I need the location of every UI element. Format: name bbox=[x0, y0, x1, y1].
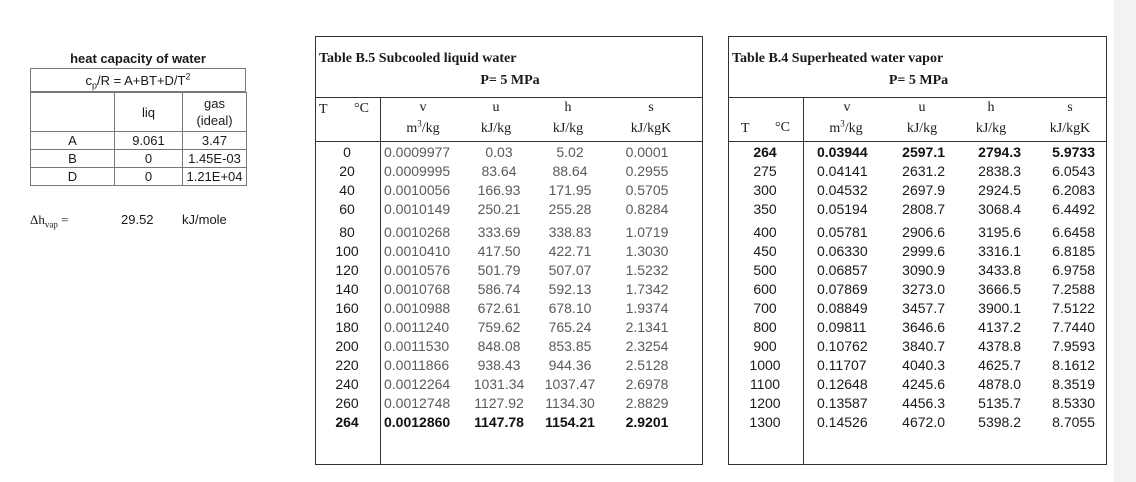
cell-h: 4878.0 bbox=[978, 376, 1021, 392]
cell-v: 0.0010149 bbox=[384, 201, 451, 217]
cell-s: 6.2083 bbox=[1052, 182, 1095, 198]
table-b4-body-divider bbox=[729, 141, 1106, 142]
cell-s: 2.3254 bbox=[625, 338, 669, 354]
cell-s: 1.9374 bbox=[625, 300, 669, 316]
cell-T: 600 bbox=[753, 281, 777, 297]
table-row bbox=[729, 337, 1106, 356]
cell-u: 672.61 bbox=[477, 300, 521, 316]
cell-h: 4137.2 bbox=[978, 319, 1021, 335]
cell-T: 20 bbox=[339, 163, 355, 179]
table-row bbox=[316, 162, 702, 181]
table-row bbox=[316, 143, 702, 162]
table-b4-head-degC: °C bbox=[775, 120, 790, 135]
heat-capacity-cell-label: A bbox=[31, 132, 115, 150]
header-gas-line2: (ideal) bbox=[196, 113, 233, 128]
table-b5-header-divider bbox=[316, 97, 702, 98]
cell-T: 264 bbox=[335, 414, 359, 430]
table-row bbox=[729, 162, 1106, 181]
cell-h: 3900.1 bbox=[978, 300, 1021, 316]
cell-s: 7.9593 bbox=[1052, 338, 1095, 354]
cell-h: 2838.3 bbox=[978, 163, 1021, 179]
table-b4-unit-h: kJ/kg bbox=[975, 121, 1007, 136]
cell-v: 0.12648 bbox=[817, 376, 868, 392]
cell-h: 3195.6 bbox=[978, 224, 1021, 240]
cell-T: 500 bbox=[753, 262, 777, 278]
table-row bbox=[729, 223, 1106, 242]
table-row bbox=[729, 181, 1106, 200]
cell-T: 240 bbox=[335, 376, 359, 392]
cell-u: 2999.6 bbox=[902, 243, 945, 259]
cell-s: 6.0543 bbox=[1052, 163, 1095, 179]
table-row bbox=[316, 181, 702, 200]
table-b5-head-degC: °C bbox=[354, 101, 369, 116]
cell-u: 3646.6 bbox=[902, 319, 945, 335]
cell-h: 338.83 bbox=[548, 224, 592, 240]
header-gas bbox=[183, 93, 247, 132]
table-b4-head-u: u bbox=[918, 100, 926, 115]
table-b4-unit-v: $m^3/kg$ bbox=[829, 118, 863, 136]
table-b4-head-v: v bbox=[843, 100, 851, 115]
table-row bbox=[729, 242, 1106, 261]
cell-s: 0.5705 bbox=[625, 182, 669, 198]
table-row bbox=[729, 356, 1106, 375]
cell-s: 6.6458 bbox=[1052, 224, 1095, 240]
cell-v: 0.0010056 bbox=[384, 182, 451, 198]
table-row bbox=[729, 394, 1106, 413]
table-row bbox=[316, 242, 702, 261]
cell-u: 501.79 bbox=[477, 262, 521, 278]
table-row bbox=[729, 200, 1106, 219]
cell-T: 450 bbox=[753, 243, 777, 259]
cell-h: 592.13 bbox=[548, 281, 592, 297]
cell-h: 2794.3 bbox=[978, 144, 1021, 160]
table-row bbox=[316, 261, 702, 280]
cell-v: 0.04141 bbox=[817, 163, 868, 179]
cell-u: 4040.3 bbox=[902, 357, 945, 373]
cell-s: 2.6978 bbox=[625, 376, 669, 392]
cell-u: 83.64 bbox=[481, 163, 517, 179]
table-row bbox=[729, 318, 1106, 337]
cell-u: 2631.2 bbox=[902, 163, 945, 179]
cell-T: 260 bbox=[335, 395, 359, 411]
cell-u: 250.21 bbox=[477, 201, 521, 217]
table-row bbox=[729, 143, 1106, 162]
cell-s: 8.7055 bbox=[1052, 414, 1095, 430]
heat-capacity-row bbox=[31, 132, 247, 150]
cell-v: 0.0010576 bbox=[384, 262, 451, 278]
cell-u: 1127.92 bbox=[474, 395, 524, 411]
cell-u: 4245.6 bbox=[902, 376, 945, 392]
formula-sub: p bbox=[91, 80, 97, 91]
cell-s: 8.1612 bbox=[1052, 357, 1095, 373]
cell-u: 3273.0 bbox=[902, 281, 945, 297]
table-b5-unit-s: kJ/kgK bbox=[630, 121, 672, 136]
cell-h: 765.24 bbox=[548, 319, 592, 335]
cell-s: 1.5232 bbox=[625, 262, 669, 278]
cell-T: 800 bbox=[753, 319, 777, 335]
cell-T: 900 bbox=[753, 338, 777, 354]
table-row bbox=[316, 280, 702, 299]
table-row bbox=[729, 375, 1106, 394]
cell-v: 0.13587 bbox=[817, 395, 868, 411]
cell-v: 0.06330 bbox=[817, 243, 868, 259]
cell-h: 3068.4 bbox=[978, 201, 1021, 217]
cell-T: 140 bbox=[335, 281, 359, 297]
cell-h: 3666.5 bbox=[978, 281, 1021, 297]
cell-T: 1200 bbox=[749, 395, 781, 411]
cell-s: 0.0001 bbox=[625, 144, 669, 160]
cell-T: 700 bbox=[753, 300, 777, 316]
table-b5-body-divider bbox=[316, 141, 702, 142]
cell-h: 5.02 bbox=[556, 144, 584, 160]
heat-capacity-title: heat capacity of water bbox=[70, 51, 206, 66]
cell-T: 1100 bbox=[749, 376, 781, 392]
table-b4-header-divider bbox=[729, 97, 1106, 98]
table-b4-head-h: h bbox=[987, 100, 995, 115]
cell-u: 759.62 bbox=[477, 319, 521, 335]
cell-T: 400 bbox=[753, 224, 777, 240]
table-b4-title: Table B.4 Superheated water vapor bbox=[732, 51, 944, 66]
cell-v: 0.03944 bbox=[817, 144, 868, 160]
cell-s: 1.7342 bbox=[625, 281, 669, 297]
table-row bbox=[729, 280, 1106, 299]
table-row bbox=[316, 200, 702, 219]
heat-capacity-cell-liq: 0 bbox=[115, 168, 183, 186]
cell-u: 333.69 bbox=[477, 224, 521, 240]
cell-v: 0.05781 bbox=[817, 224, 868, 240]
table-b5-head-v: v bbox=[419, 100, 427, 115]
table-b5-pressure: P= 5 MPa bbox=[480, 73, 540, 88]
cell-u: 848.08 bbox=[477, 338, 521, 354]
cell-T: 40 bbox=[339, 182, 355, 198]
table-b4-unit-s: kJ/kgK bbox=[1049, 121, 1091, 136]
formula-prefix: c bbox=[85, 73, 92, 88]
table-row bbox=[316, 413, 702, 432]
cell-h: 1037.47 bbox=[544, 376, 596, 392]
table-row bbox=[316, 375, 702, 394]
formula-mid: /R = A+BT+D/T bbox=[96, 73, 186, 88]
dh-label: $\Delta h_{vap}$ = bbox=[30, 212, 69, 230]
table-b5-subcooled bbox=[315, 36, 703, 465]
cell-T: 60 bbox=[339, 201, 355, 217]
cell-v: 0.05194 bbox=[817, 201, 868, 217]
heat-capacity-cell-label: B bbox=[31, 150, 115, 168]
cell-h: 4625.7 bbox=[978, 357, 1021, 373]
cell-u: 2597.1 bbox=[902, 144, 945, 160]
dh-unit: kJ/mole bbox=[182, 212, 227, 227]
cell-u: 1031.34 bbox=[473, 376, 525, 392]
heat-capacity-cell-gas: 3.47 bbox=[183, 132, 247, 150]
cell-v: 0.14526 bbox=[817, 414, 868, 430]
table-row bbox=[316, 223, 702, 242]
heat-capacity-block bbox=[30, 50, 246, 230]
heat-capacity-cell-gas: 1.21E+04 bbox=[183, 168, 247, 186]
cell-u: 938.43 bbox=[477, 357, 521, 373]
cell-T: 300 bbox=[753, 182, 777, 198]
table-b4-pressure: P= 5 MPa bbox=[888, 73, 949, 88]
cell-v: 0.08849 bbox=[817, 300, 868, 316]
cell-T: 100 bbox=[335, 243, 359, 259]
table-b5-head-h: h bbox=[564, 100, 572, 115]
heat-capacity-row bbox=[31, 150, 247, 168]
cell-T: 160 bbox=[335, 300, 359, 316]
table-b5-unit-v: $m^3/kg$ bbox=[406, 118, 440, 136]
cell-s: 0.8284 bbox=[625, 201, 669, 217]
heat-capacity-formula bbox=[30, 68, 246, 92]
cell-s: 2.8829 bbox=[625, 395, 669, 411]
cell-u: 1147.78 bbox=[474, 414, 524, 430]
heat-of-vaporization-row bbox=[30, 211, 246, 229]
heat-capacity-header-row bbox=[31, 93, 247, 132]
cell-v: 0.07869 bbox=[817, 281, 868, 297]
header-blank-cell bbox=[31, 93, 115, 132]
cell-T: 120 bbox=[335, 262, 359, 278]
heat-capacity-row bbox=[31, 168, 247, 186]
side-strip bbox=[1114, 0, 1136, 482]
cell-s: 7.2588 bbox=[1052, 281, 1095, 297]
cell-u: 3090.9 bbox=[902, 262, 945, 278]
cell-u: 4456.3 bbox=[902, 395, 945, 411]
table-row bbox=[316, 299, 702, 318]
table-row bbox=[729, 261, 1106, 280]
cell-u: 0.03 bbox=[485, 144, 513, 160]
cell-v: 0.0012264 bbox=[384, 376, 451, 392]
cell-s: 2.1341 bbox=[625, 319, 669, 335]
cell-s: 2.9201 bbox=[625, 414, 669, 430]
cell-u: 3457.7 bbox=[902, 300, 945, 316]
cell-h: 2924.5 bbox=[978, 182, 1021, 198]
cell-h: 3316.1 bbox=[978, 243, 1021, 259]
heat-capacity-table bbox=[30, 92, 247, 186]
cell-s: 8.3519 bbox=[1052, 376, 1095, 392]
cell-s: 2.5128 bbox=[625, 357, 669, 373]
table-row bbox=[316, 394, 702, 413]
cell-s: 7.7440 bbox=[1052, 319, 1095, 335]
cell-v: 0.06857 bbox=[817, 262, 868, 278]
table-b5-head-T: T bbox=[319, 102, 328, 117]
cell-h: 678.10 bbox=[548, 300, 592, 316]
cell-T: 220 bbox=[335, 357, 359, 373]
cell-T: 1000 bbox=[749, 357, 781, 373]
cell-v: 0.09811 bbox=[817, 319, 867, 335]
cell-s: 6.8185 bbox=[1052, 243, 1095, 259]
table-b5-head-u: u bbox=[492, 100, 500, 115]
cell-v: 0.0012748 bbox=[384, 395, 451, 411]
cell-T: 80 bbox=[339, 224, 355, 240]
cell-s: 7.5122 bbox=[1052, 300, 1095, 316]
cell-v: 0.0011866 bbox=[384, 357, 450, 373]
heat-capacity-cell-liq: 9.061 bbox=[115, 132, 183, 150]
cell-u: 2906.6 bbox=[902, 224, 945, 240]
cell-s: 8.5330 bbox=[1052, 395, 1095, 411]
cell-v: 0.0010988 bbox=[384, 300, 451, 316]
cell-h: 5135.7 bbox=[978, 395, 1021, 411]
table-b4-head-T: T bbox=[741, 121, 750, 136]
cell-T: 350 bbox=[753, 201, 777, 217]
header-liq: liq bbox=[115, 93, 183, 132]
cell-h: 1154.21 bbox=[545, 414, 595, 430]
cell-T: 200 bbox=[335, 338, 359, 354]
cell-s: 6.9758 bbox=[1052, 262, 1095, 278]
cell-h: 853.85 bbox=[548, 338, 592, 354]
cell-h: 88.64 bbox=[552, 163, 588, 179]
header-gas-line1: gas bbox=[204, 96, 225, 111]
cell-s: 6.4492 bbox=[1052, 201, 1095, 217]
table-b4-superheated bbox=[728, 36, 1107, 465]
cell-v: 0.0012860 bbox=[384, 414, 451, 430]
cell-v: 0.0009977 bbox=[384, 144, 451, 160]
cell-h: 422.71 bbox=[548, 243, 592, 259]
cell-v: 0.04532 bbox=[817, 182, 868, 198]
cell-v: 0.0010268 bbox=[384, 224, 451, 240]
cell-u: 3840.7 bbox=[902, 338, 945, 354]
cell-v: 0.0009995 bbox=[384, 163, 451, 179]
cell-u: 4672.0 bbox=[902, 414, 945, 430]
cell-T: 180 bbox=[335, 319, 359, 335]
table-row bbox=[316, 318, 702, 337]
table-row bbox=[729, 299, 1106, 318]
table-b4-unit-u: kJ/kg bbox=[906, 121, 938, 136]
cell-T: 275 bbox=[753, 163, 777, 179]
cell-u: 586.74 bbox=[477, 281, 521, 297]
heat-capacity-cell-gas: 1.45E-03 bbox=[183, 150, 247, 168]
cell-v: 0.10762 bbox=[817, 338, 868, 354]
cell-u: 2808.7 bbox=[902, 201, 945, 217]
heat-capacity-cell-liq: 0 bbox=[115, 150, 183, 168]
cell-s: 5.9733 bbox=[1052, 144, 1095, 160]
cell-h: 255.28 bbox=[548, 201, 592, 217]
cell-T: 1300 bbox=[749, 414, 781, 430]
cell-v: 0.0011530 bbox=[384, 338, 450, 354]
cell-v: 0.0010768 bbox=[384, 281, 451, 297]
cell-h: 5398.2 bbox=[978, 414, 1021, 430]
table-b5-unit-h: kJ/kg bbox=[552, 121, 584, 136]
table-row bbox=[316, 337, 702, 356]
cell-s: 0.2955 bbox=[625, 163, 669, 179]
cell-h: 507.07 bbox=[548, 262, 592, 278]
heat-capacity-cell-label: D bbox=[31, 168, 115, 186]
cell-s: 1.3030 bbox=[625, 243, 669, 259]
cell-v: 0.11707 bbox=[817, 357, 867, 373]
cell-h: 3433.8 bbox=[978, 262, 1021, 278]
dh-value: 29.52 bbox=[121, 212, 154, 227]
cell-h: 1134.30 bbox=[545, 395, 595, 411]
table-b4-head-s: s bbox=[1067, 100, 1073, 115]
table-b5-head-s: s bbox=[648, 100, 654, 115]
cell-h: 171.95 bbox=[548, 182, 592, 198]
formula-sup: 2 bbox=[185, 71, 191, 82]
cell-T: 264 bbox=[753, 144, 777, 160]
cell-v: 0.0010410 bbox=[384, 243, 451, 259]
cell-T: 0 bbox=[343, 144, 351, 160]
table-b5-title: Table B.5 Subcooled liquid water bbox=[319, 51, 517, 66]
table-row bbox=[316, 356, 702, 375]
cell-s: 1.0719 bbox=[625, 224, 669, 240]
cell-u: 166.93 bbox=[477, 182, 521, 198]
cell-h: 4378.8 bbox=[978, 338, 1021, 354]
table-b5-unit-u: kJ/kg bbox=[480, 121, 512, 136]
cell-u: 417.50 bbox=[477, 243, 521, 259]
table-row bbox=[729, 413, 1106, 432]
cell-u: 2697.9 bbox=[902, 182, 945, 198]
cell-v: 0.0011240 bbox=[384, 319, 450, 335]
cell-h: 944.36 bbox=[548, 357, 592, 373]
